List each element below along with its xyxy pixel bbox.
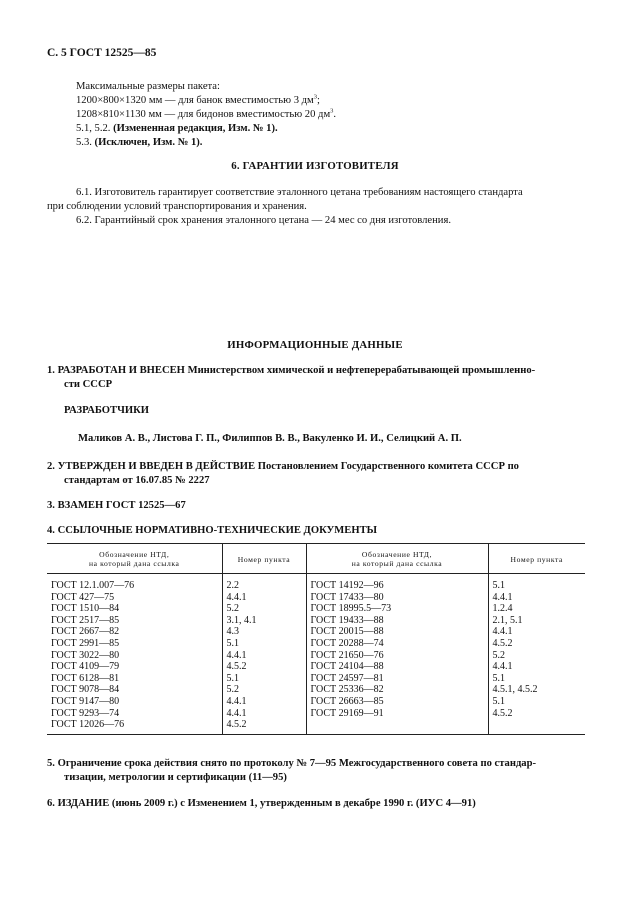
ref-num-left: 5.2: [222, 684, 306, 696]
ref-doc-right: ГОСТ 21650—76: [306, 650, 488, 662]
ref-doc-right: ГОСТ 19433—88: [306, 615, 488, 627]
developers-list: Маликов А. В., Листова Г. П., Филиппов В. В., Вакуленко И. И., Селицкий А. П.: [78, 433, 462, 444]
ref-doc-left: ГОСТ 2667—82: [47, 626, 222, 638]
ref-doc-right: ГОСТ 24104—88: [306, 661, 488, 673]
ref-doc-right: ГОСТ 20288—74: [306, 638, 488, 650]
ref-doc-left: ГОСТ 4109—79: [47, 661, 222, 673]
info-title: ИНФОРМАЦИОННЫЕ ДАННЫЕ: [227, 339, 403, 351]
ref-num-right: 4.5.1, 4.5.2: [492, 684, 538, 696]
ref-num-right: [488, 719, 585, 734]
ref-doc-right: ГОСТ 17433—80: [306, 592, 488, 604]
section-6-paragraph-1-line-2: при соблюдении условий транспортирования и хранения.: [47, 201, 307, 212]
table-row: [47, 650, 585, 662]
amendment-note-2: 5.3. (Исключен, Изм. № 1).: [76, 137, 203, 148]
amendment-note-1: 5.1, 5.2. (Измененная редакция, Изм. № 1).: [76, 123, 278, 134]
ref-num-left: 2.2: [222, 574, 306, 592]
info-item-2-line-2: стандартам от 16.07.85 № 2227: [64, 475, 210, 486]
table-row: [47, 719, 585, 734]
ref-doc-left: ГОСТ 2517—85: [47, 615, 222, 627]
table-row: [47, 603, 585, 615]
table-row: [47, 626, 585, 638]
table-header-row: [47, 544, 585, 574]
ref-doc-right: ГОСТ 25336—82: [306, 684, 488, 696]
info-item-5-line-2: тизации, метрологии и сертификации (11—95): [64, 772, 287, 783]
table-row: [47, 673, 585, 685]
package-line-1: 1200×800×1320 мм — для банок вместимостью 3 $дм^3$;: [76, 93, 320, 106]
table-row: [47, 661, 585, 673]
ref-num-right: 4.4.1: [492, 661, 513, 673]
section-6-paragraph-1-line-1: 6.1. Изготовитель гарантирует соответствие эталонного цетана требованиям настоящего стандарта: [76, 187, 523, 198]
ref-num-right: 5.2: [492, 649, 505, 661]
ref-num-left: 5.1: [222, 638, 306, 650]
ref-doc-left: ГОСТ 9147—80: [47, 696, 222, 708]
page-header: С. 5 ГОСТ 12525—85: [47, 47, 157, 59]
table-row: [47, 696, 585, 708]
ref-num-right: 5.1: [492, 580, 505, 591]
ref-doc-left: ГОСТ 2991—85: [47, 638, 222, 650]
col-header-doc-left: Обозначение НТД, на который дана ссылка: [47, 544, 222, 574]
ref-num-right: 5.1: [492, 672, 505, 684]
ref-num-right: 4.4.1: [492, 626, 513, 638]
ref-num-right: 4.5.2: [492, 637, 513, 649]
info-item-4: 4. ССЫЛОЧНЫЕ НОРМАТИВНО-ТЕХНИЧЕСКИЕ ДОКУМЕНТЫ: [47, 525, 378, 536]
ref-doc-left: ГОСТ 9078—84: [47, 684, 222, 696]
ref-num-left: 5.2: [222, 603, 306, 615]
ref-doc-left: ГОСТ 12026—76: [47, 719, 222, 734]
ref-doc-right: [306, 719, 488, 734]
ref-num-right: 2.1, 5.1: [492, 614, 523, 626]
ref-num-right: 4.5.2: [492, 707, 513, 719]
ref-num-right: 1.2.4: [492, 603, 513, 615]
package-line-2: 1208×810×1130 мм — для бидонов вместимостью 20 $дм^3$.: [76, 107, 337, 120]
ref-num-left: 4.5.2: [222, 661, 306, 673]
info-item-5-line-1: 5. Ограничение срока действия снято по протоколу № 7—95 Межгосударственного совета по стандар-: [47, 758, 537, 769]
table-row: [47, 638, 585, 650]
ref-doc-left: ГОСТ 12.1.007—76: [47, 574, 222, 592]
info-item-6: 6. ИЗДАНИЕ (июнь 2009 г.) с Изменением 1, утвержденным в декабре 1990 г. (ИУС 4—91): [47, 798, 476, 809]
section-6-title: 6. ГАРАНТИИ ИЗГОТОВИТЕЛЯ: [231, 160, 399, 172]
ref-doc-right: ГОСТ 20015—88: [306, 626, 488, 638]
reference-documents-table: [47, 543, 585, 735]
ref-num-left: 4.4.1: [222, 592, 306, 604]
table-row: [47, 684, 585, 696]
ref-doc-right: ГОСТ 26663—85: [306, 696, 488, 708]
ref-num-right: 4.4.1: [492, 591, 513, 603]
info-item-1-line-1: 1. РАЗРАБОТАН И ВНЕСЕН Министерством химической и нефтеперерабатывающей промышленно-: [47, 365, 536, 376]
ref-num-left: 3.1, 4.1: [222, 615, 306, 627]
ref-doc-left: ГОСТ 1510—84: [47, 603, 222, 615]
ref-num-left: 4.4.1: [222, 696, 306, 708]
developers-label: РАЗРАБОТЧИКИ: [64, 405, 150, 416]
info-item-3: 3. ВЗАМЕН ГОСТ 12525—67: [47, 500, 186, 511]
ref-num-right: 5.1: [492, 695, 505, 707]
col-header-num-right: Номер пункта: [488, 544, 585, 574]
info-item-1-line-2: сти СССР: [64, 379, 113, 390]
package-intro: Максимальные размеры пакета:: [76, 81, 220, 92]
ref-num-left: 4.3: [222, 626, 306, 638]
table-row: [47, 708, 585, 720]
table-row: [47, 574, 585, 592]
ref-doc-right: ГОСТ 14192—96: [306, 574, 488, 592]
ref-num-left: 4.4.1: [222, 650, 306, 662]
info-item-2-line-1: 2. УТВЕРЖДЕН И ВВЕДЕН В ДЕЙСТВИЕ Постановлением Государственного комитета СССР по: [47, 461, 519, 472]
col-header-num-left: Номер пункта: [222, 544, 306, 574]
ref-doc-left: ГОСТ 9293—74: [47, 708, 222, 720]
col-header-doc-right: Обозначение НТД, на который дана ссылка: [306, 544, 488, 574]
table-row: [47, 615, 585, 627]
ref-doc-left: ГОСТ 3022—80: [47, 650, 222, 662]
ref-doc-right: ГОСТ 29169—91: [306, 708, 488, 720]
ref-num-left: 4.4.1: [222, 708, 306, 720]
ref-doc-right: ГОСТ 18995.5—73: [306, 603, 488, 615]
ref-num-left: 4.5.2: [222, 719, 306, 734]
ref-num-left: 5.1: [222, 673, 306, 685]
ref-doc-right: ГОСТ 24597—81: [306, 673, 488, 685]
table-row: [47, 592, 585, 604]
section-6-paragraph-2: 6.2. Гарантийный срок хранения эталонного цетана — 24 мес со дня изготовления.: [76, 215, 451, 226]
ref-doc-left: ГОСТ 6128—81: [47, 673, 222, 685]
ref-doc-left: ГОСТ 427—75: [47, 592, 222, 604]
